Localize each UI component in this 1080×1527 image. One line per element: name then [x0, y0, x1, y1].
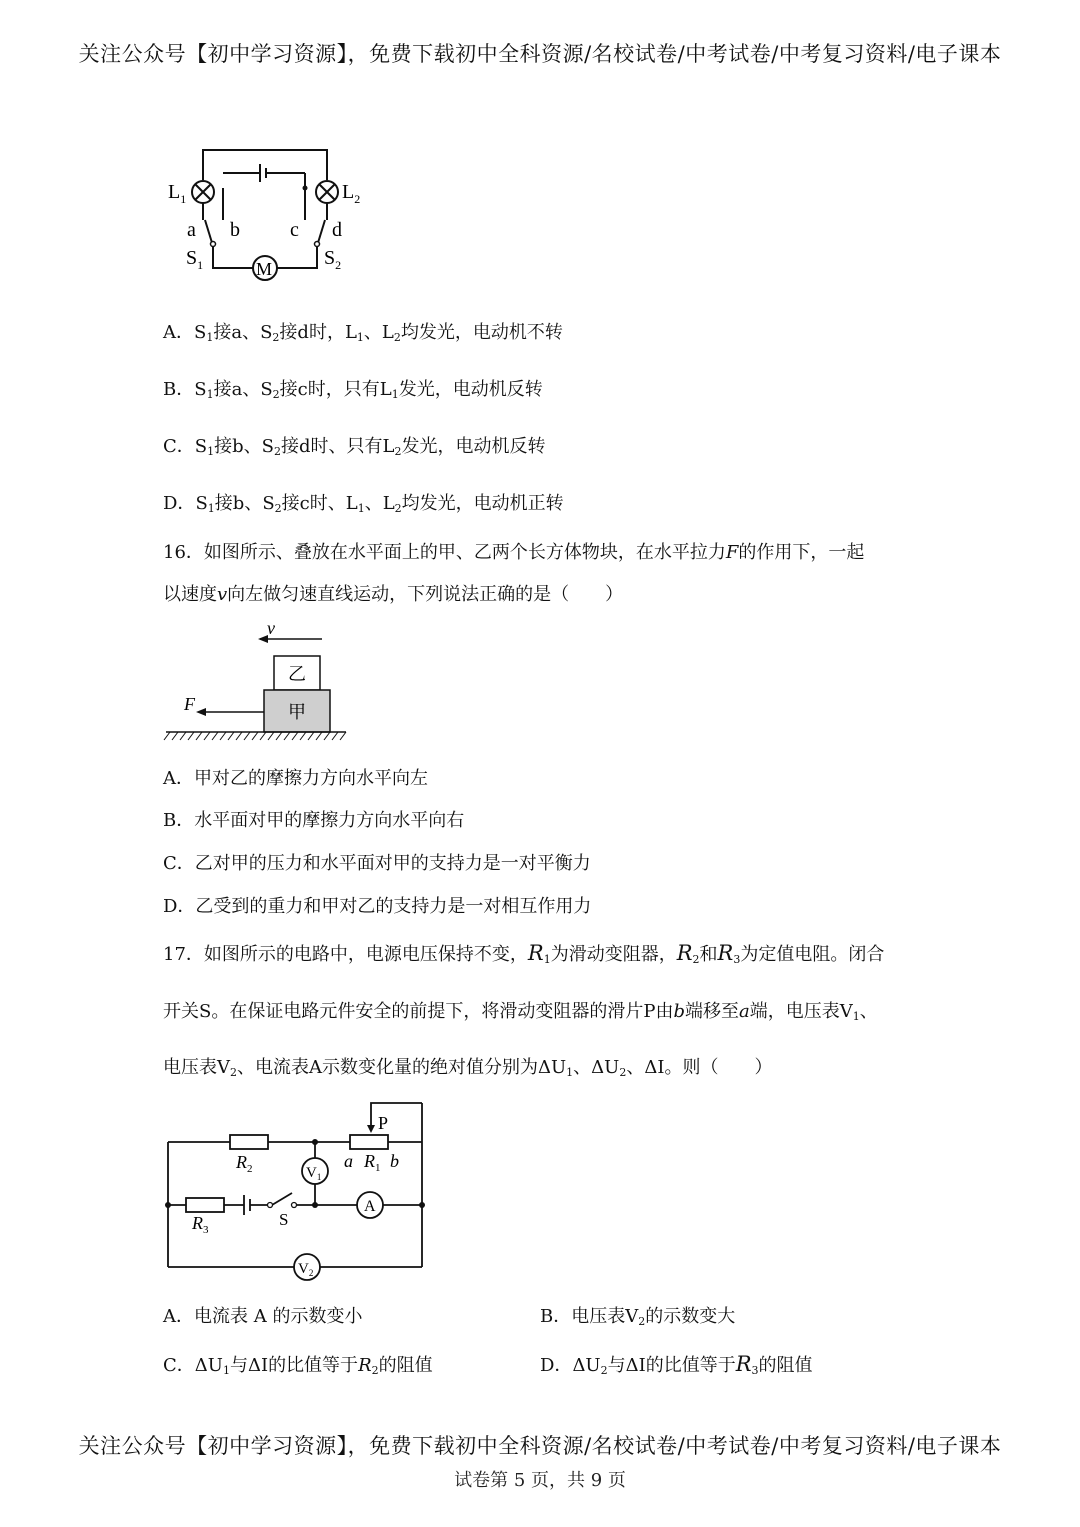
q15-option-d: D．$S_1$接b、$S_2$接c时、$L_1$、$L_2$均发光，电动机正转 — [163, 493, 564, 515]
r3-label: $R_3$ — [192, 1213, 209, 1236]
q17-option-c: C．$\Delta U_1$与ΔI的比值等于$R_2$的阻值 — [163, 1355, 433, 1377]
force-label: F — [184, 694, 195, 714]
q15-option-a: A．$S_1$接a、$S_2$接d时，$L_1$、$L_2$均发光，电动机不转 — [163, 322, 563, 344]
label-b: b — [230, 219, 240, 241]
q16-option-a: A．甲对乙的摩擦力方向水平向左 — [163, 768, 428, 789]
block-jia-label: 甲 — [288, 702, 306, 722]
q15-circuit-figure — [160, 140, 380, 290]
label-S1: $S_1$ — [186, 247, 204, 272]
q15-option-c: C．$S_1$接b、$S_2$接d时、只有$L_2$发光，电动机反转 — [163, 436, 546, 458]
label-a: a — [187, 219, 196, 241]
label-S2: $S_2$ — [324, 247, 342, 272]
q16-stem-line1: 16．如图所示、叠放在水平面上的甲、乙两个长方体物块，在水平拉力F的作用下，一起 — [163, 542, 865, 563]
q17-option-d: D．$\Delta U_2$与ΔI的比值等于$R_3$的阻值 — [540, 1352, 813, 1377]
promo-banner-bottom: 关注公众号【初中学习资源】，免费下载初中全科资源/名校试卷/中考试卷/中考复习资料/电子课本 — [78, 1434, 1002, 1458]
label-motor: M — [256, 259, 273, 279]
velocity-label: v — [267, 618, 275, 638]
label-c: c — [290, 219, 299, 241]
terminal-b-label: b — [390, 1151, 399, 1171]
q16-blocks-figure — [160, 618, 360, 748]
q17-stem-line3: 电压表$V_2$、电流表A示数变化量的绝对值分别为$\Delta U_1$、$\Delta U_2$、ΔI。则（ ） — [163, 1057, 773, 1079]
label-L2: $L_2$ — [342, 181, 361, 206]
switch-S-label: S — [279, 1210, 289, 1229]
block-yi-label: 乙 — [288, 664, 306, 684]
q16-option-d: D．乙受到的重力和甲对乙的支持力是一对相互作用力 — [163, 896, 592, 917]
q15-option-b: B．$S_1$接a、$S_2$接c时，只有$L_1$发光，电动机反转 — [163, 379, 543, 401]
ammeter-label: A — [364, 1198, 376, 1215]
page-number: 试卷第 5 页，共 9 页 — [454, 1470, 626, 1491]
voltmeter-v2-label: $V_2$ — [298, 1261, 314, 1278]
q17-option-a: A．电流表 A 的示数变小 — [163, 1306, 363, 1327]
q17-circuit-figure — [160, 1095, 440, 1285]
terminal-a-label: a — [344, 1151, 353, 1171]
q16-option-c: C．乙对甲的压力和水平面对甲的支持力是一对平衡力 — [163, 853, 591, 874]
voltmeter-v1-label: $V_1$ — [306, 1165, 322, 1182]
r2-label: $R_2$ — [236, 1152, 253, 1175]
r1-label: $R_1$ — [364, 1151, 381, 1174]
q17-stem-line1: 17．如图所示的电路中，电源电压保持不变，$R_1$为滑动变阻器，$R_2$和$R_3$为定值电阻。闭合 — [163, 941, 885, 966]
q17-option-b: B．电压表$V_2$的示数变大 — [540, 1306, 736, 1328]
promo-banner-top: 关注公众号【初中学习资源】，免费下载初中全科资源/名校试卷/中考试卷/中考复习资料/电子课本 — [78, 42, 1002, 66]
label-L1: $L_1$ — [168, 181, 187, 206]
q16-option-b: B．水平面对甲的摩擦力方向水平向右 — [163, 810, 465, 831]
q16-stem-line2: 以速度v向左做匀速直线运动，下列说法正确的是（ ） — [163, 584, 624, 605]
label-d: d — [332, 219, 342, 241]
slider-P-label: P — [378, 1113, 389, 1133]
q17-stem-line2: 开关S。在保证电路元件安全的前提下，将滑动变阻器的滑片P由b端移至a端，电压表$V_1$、 — [163, 1001, 878, 1023]
